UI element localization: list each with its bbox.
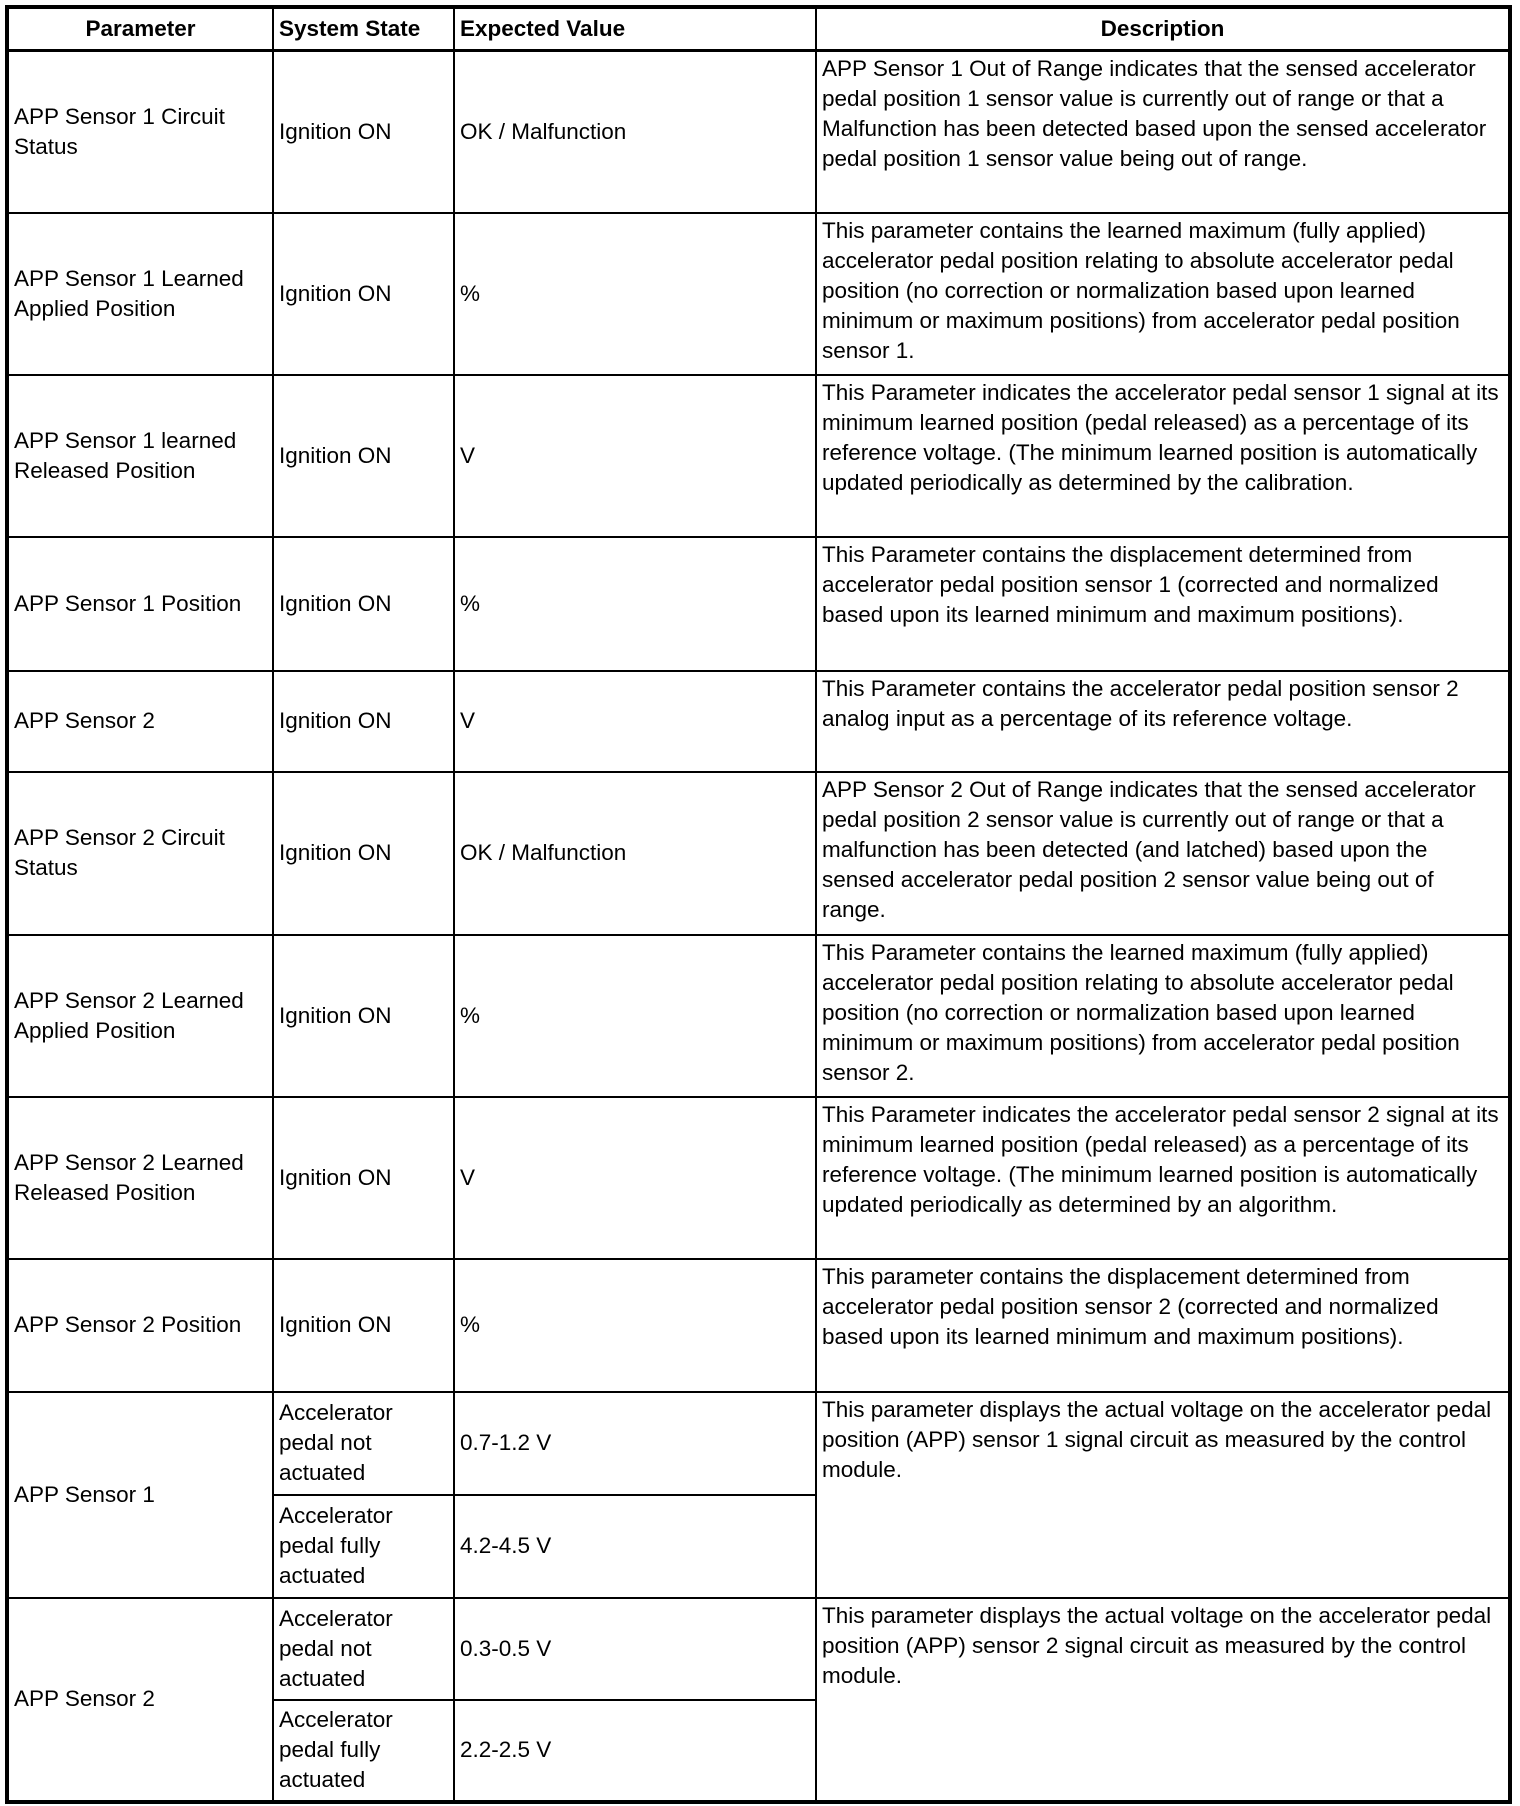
cell-system-state: Accelerator pedal fully actuated [273, 1700, 454, 1802]
cell-system-state: Ignition ON [273, 935, 454, 1097]
table-header-row [7, 7, 1510, 51]
table-row [7, 772, 1510, 935]
cell-description: This parameter contains the learned maximum (fully applied) accelerator pedal position relating to absolute accelerator pedal position (no correction or normalization based upon learned minimum or maximum positions) from accelerator pedal position sensor 1. [816, 213, 1510, 375]
cell-expected-value: OK / Malfunction [454, 772, 816, 935]
cell-system-state: Accelerator pedal fully actuated [273, 1495, 454, 1598]
cell-system-state: Accelerator pedal not actuated [273, 1392, 454, 1495]
cell-parameter: APP Sensor 2 Circuit Status [7, 772, 273, 935]
table-row [7, 935, 1510, 1097]
table-row [7, 671, 1510, 772]
cell-parameter: APP Sensor 2 Position [7, 1259, 273, 1392]
cell-system-state: Ignition ON [273, 1259, 454, 1392]
cell-system-state: Ignition ON [273, 772, 454, 935]
cell-expected-value: V [454, 1097, 816, 1259]
table-row [7, 375, 1510, 537]
header-system-state: System State [273, 7, 454, 51]
cell-expected-value: % [454, 1259, 816, 1392]
cell-parameter: APP Sensor 2 [7, 671, 273, 772]
cell-parameter: APP Sensor 2 Learned Applied Position [7, 935, 273, 1097]
cell-description: This Parameter indicates the accelerator pedal sensor 1 signal at its minimum learned position (pedal released) as a percentage of its reference voltage. (The minimum learned position is automatically updated periodically as determined by the calibration. [816, 375, 1510, 537]
cell-parameter: APP Sensor 1 [7, 1392, 273, 1598]
table-row [7, 537, 1510, 671]
cell-expected-value: OK / Malfunction [454, 51, 816, 213]
cell-parameter: APP Sensor 1 Circuit Status [7, 51, 273, 213]
table-row [7, 1097, 1510, 1259]
table-row [7, 51, 1510, 213]
cell-parameter: APP Sensor 2 Learned Released Position [7, 1097, 273, 1259]
header-description: Description [816, 7, 1510, 51]
cell-system-state: Ignition ON [273, 671, 454, 772]
cell-system-state: Ignition ON [273, 213, 454, 375]
cell-expected-value: 0.3-0.5 V [454, 1598, 816, 1700]
cell-expected-value: % [454, 935, 816, 1097]
cell-description: This Parameter contains the learned maximum (fully applied) accelerator pedal position relating to absolute accelerator pedal position (no correction or normalization based upon learned minimum or maximum positions) from accelerator pedal position sensor 2. [816, 935, 1510, 1097]
cell-expected-value: 0.7-1.2 V [454, 1392, 816, 1495]
cell-parameter: APP Sensor 2 [7, 1598, 273, 1802]
cell-description: This parameter displays the actual voltage on the accelerator pedal position (APP) sensor 2 signal circuit as measured by the control module. [816, 1598, 1510, 1802]
cell-system-state: Accelerator pedal not actuated [273, 1598, 454, 1700]
cell-parameter: APP Sensor 1 learned Released Position [7, 375, 273, 537]
parameter-table [5, 5, 1512, 1804]
header-parameter: Parameter [7, 7, 273, 51]
header-expected-value: Expected Value [454, 7, 816, 51]
cell-description: This parameter contains the displacement determined from accelerator pedal position sensor 2 (corrected and normalized based upon its learned minimum and maximum positions). [816, 1259, 1510, 1392]
table-row-group-sensor-1 [7, 1392, 1510, 1495]
cell-expected-value: % [454, 213, 816, 375]
cell-system-state: Ignition ON [273, 537, 454, 671]
cell-description: This Parameter contains the displacement determined from accelerator pedal position sensor 1 (corrected and normalized based upon its learned minimum and maximum positions). [816, 537, 1510, 671]
cell-parameter: APP Sensor 1 Learned Applied Position [7, 213, 273, 375]
cell-expected-value: 4.2-4.5 V [454, 1495, 816, 1598]
table-row [7, 1259, 1510, 1392]
cell-description: This Parameter indicates the accelerator pedal sensor 2 signal at its minimum learned position (pedal released) as a percentage of its reference voltage. (The minimum learned position is automatically updated periodically as determined by an algorithm. [816, 1097, 1510, 1259]
table-row [7, 213, 1510, 375]
cell-description: APP Sensor 2 Out of Range indicates that the sensed accelerator pedal position 2 sensor value is currently out of range or that a malfunction has been detected (and latched) based upon the sensed accelerator pedal position 2 sensor value being out of range. [816, 772, 1510, 935]
cell-description: This parameter displays the actual voltage on the accelerator pedal position (APP) sensor 1 signal circuit as measured by the control module. [816, 1392, 1510, 1598]
cell-expected-value: % [454, 537, 816, 671]
cell-expected-value: V [454, 671, 816, 772]
cell-description: APP Sensor 1 Out of Range indicates that the sensed accelerator pedal position 1 sensor value is currently out of range or that a Malfunction has been detected based upon the sensed accelerator pedal position 1 sensor value being out of range. [816, 51, 1510, 213]
cell-parameter: APP Sensor 1 Position [7, 537, 273, 671]
cell-expected-value: 2.2-2.5 V [454, 1700, 816, 1802]
cell-system-state: Ignition ON [273, 1097, 454, 1259]
cell-system-state: Ignition ON [273, 51, 454, 213]
table-row-group-sensor-2 [7, 1598, 1510, 1700]
cell-expected-value: V [454, 375, 816, 537]
cell-description: This Parameter contains the accelerator pedal position sensor 2 analog input as a percentage of its reference voltage. [816, 671, 1510, 772]
cell-system-state: Ignition ON [273, 375, 454, 537]
